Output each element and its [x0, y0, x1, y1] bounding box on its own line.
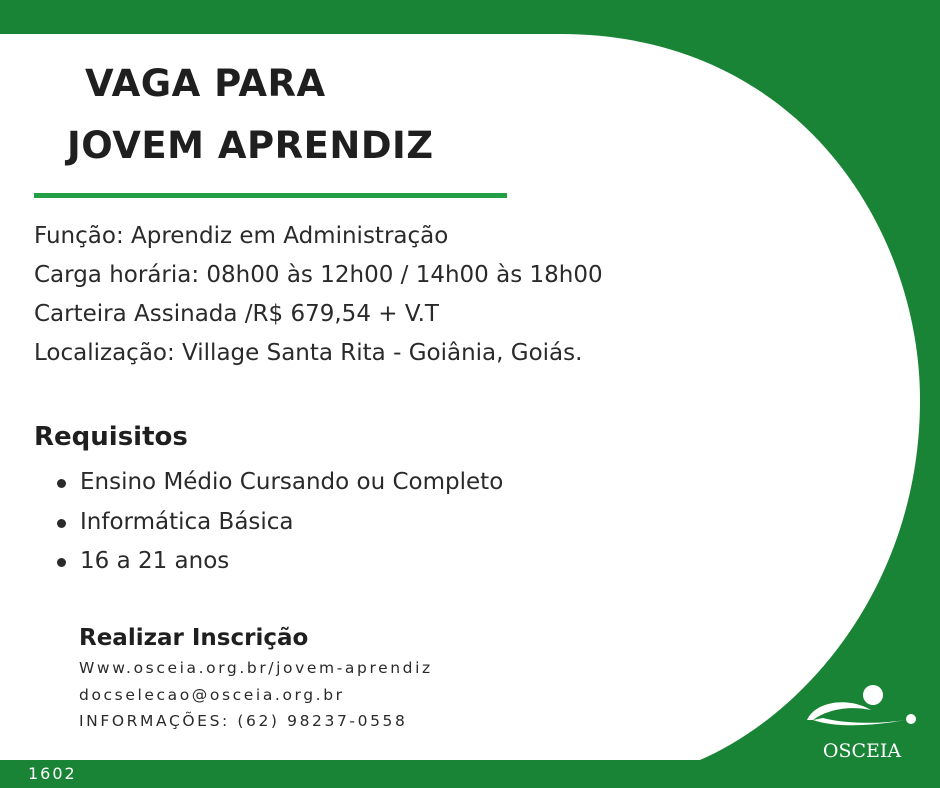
- bullet-icon: [57, 479, 66, 488]
- requirement-text: Ensino Médio Cursando ou Completo: [80, 469, 504, 495]
- osceia-logo-icon: [805, 680, 923, 728]
- logo-text: OSCEIA: [822, 740, 902, 762]
- registration-phone: INFORMAÇÕES: (62) 98237-0558: [79, 712, 408, 730]
- requirement-text: Informática Básica: [80, 508, 294, 535]
- registration-email-link[interactable]: docselecao@osceia.org.br: [79, 686, 345, 704]
- title-divider: [34, 193, 507, 198]
- requirements-list: [56, 463, 503, 582]
- requirements-heading: Requisitos: [34, 422, 188, 452]
- bullet-icon: [57, 519, 66, 528]
- bullet-icon: [57, 558, 66, 567]
- detail-location: Localização: Village Santa Rita - Goiânia, Goiás.: [34, 340, 583, 366]
- page-title-line-2: JOVEM APRENDIZ: [67, 124, 434, 167]
- requirement-text: 16 a 21 anos: [80, 548, 230, 574]
- requirement-item: [56, 463, 503, 503]
- requirement-item: [56, 542, 503, 582]
- page-title-line-1: VAGA PARA: [85, 62, 326, 105]
- registration-website-link[interactable]: Www.osceia.org.br/jovem-aprendiz: [79, 659, 433, 677]
- registration-heading: Realizar Inscrição: [79, 625, 309, 651]
- detail-schedule: Carga horária: 08h00 às 12h00 / 14h00 às 18h00: [34, 262, 603, 288]
- requirement-item: [56, 503, 503, 543]
- post-code: 1602: [28, 764, 77, 783]
- detail-function: Função: Aprendiz em Administração: [34, 223, 449, 249]
- detail-salary: Carteira Assinada /R$ 679,54 + V.T: [34, 301, 439, 327]
